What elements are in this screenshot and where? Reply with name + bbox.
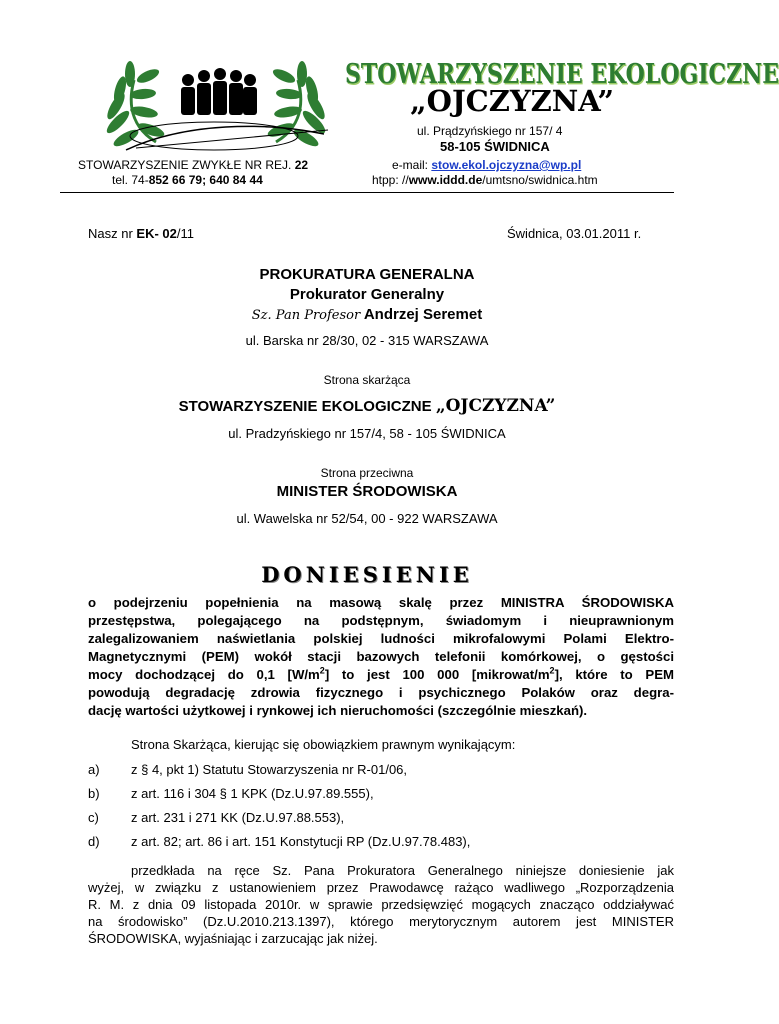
body-line: wyżej, w związku z ustanowieniem przez Prawodawcę rażąco wadliwego „Rozporządzenia bbox=[88, 880, 674, 895]
subject-paragraph bbox=[88, 594, 674, 720]
website-link[interactable]: htpp: //www.iddd.de/umtsno/swidnica.htm bbox=[372, 173, 598, 187]
reference-number: Nasz nr EK- 02/11 bbox=[88, 226, 194, 241]
document-date: Świdnica, 03.01.2011 r. bbox=[507, 226, 642, 241]
email-link[interactable]: stow.ekol.ojczyzna@wp.pl bbox=[431, 158, 582, 172]
header-address-city: 58-105 ŚWIDNICA bbox=[440, 139, 550, 154]
body-line: ŚRODOWISKA, wyjaśniając i zarzucając jak niżej. bbox=[88, 931, 378, 946]
defendant-address: ul. Wawelska nr 52/54, 00 - 922 WARSZAWA bbox=[236, 511, 498, 526]
plaintiff-role: Strona skarżąca bbox=[323, 373, 411, 387]
subject-line: o podejrzeniu popełnienia na masową skalę przez MINISTRA ŚRODOWISKA bbox=[88, 595, 674, 610]
legal-basis-item: d) z art. 82; art. 86 i art. 151 Konstytucji RP (Dz.U.97.78.483), bbox=[88, 834, 471, 849]
subject-line: powodują degradację zdrowia fizycznego i psychicznego Polaków oraz degra- bbox=[88, 685, 674, 700]
phone-numbers: tel. 74-852 66 79; 640 84 44 bbox=[112, 173, 263, 187]
header-divider bbox=[60, 192, 674, 193]
defendant-role: Strona przeciwna bbox=[320, 466, 414, 480]
legal-basis-item: b) z art. 116 i 304 § 1 KPK (Dz.U.97.89.555), bbox=[88, 786, 374, 801]
body-line: na środowisko” (Dz.U.2010.213.1397), którego merytorycznym autorem jest MINISTER bbox=[88, 914, 674, 929]
org-title: STOWARZYSZENIE EKOLOGICZNE bbox=[345, 58, 779, 91]
body-line: przedkłada na ręce Sz. Pana Prokuratora Generalnego niniejsze doniesienie jak bbox=[131, 863, 674, 878]
plaintiff-name: STOWARZYSZENIE EKOLOGICZNE „OJCZYZNA” bbox=[178, 396, 556, 416]
recipient-name: Sz. Pan Profesor Andrzej Seremet bbox=[251, 306, 483, 323]
intro-text: Strona Skarżąca, kierując się obowiązkiem prawnym wynikającym: bbox=[131, 737, 516, 752]
email-contact: e-mail: stow.ekol.ojczyzna@wp.pl bbox=[392, 158, 582, 172]
defendant-name: MINISTER ŚRODOWISKA bbox=[276, 483, 458, 500]
header-address-street: ul. Prądzyńskiego nr 157/ 4 bbox=[417, 124, 563, 138]
subject-line: mocy dochodzącej do 0,1 $[W/m^2]$ to jest 100 000 $[mikrowat/m^2]$, które to PEM bbox=[88, 665, 674, 682]
organization-logo bbox=[96, 50, 336, 162]
recipient-institution: PROKURATURA GENERALNA bbox=[259, 266, 475, 283]
body-paragraph bbox=[88, 862, 674, 947]
plaintiff-address: ul. Pradzyńskiego nr 157/4, 58 - 105 ŚWIDNICA bbox=[228, 426, 506, 441]
subject-line: zalegalizowaniem naświetlania polskiej ludności mikrofalowymi Polami Elektro- bbox=[88, 631, 674, 646]
document-title: DONIESIENIE bbox=[261, 562, 473, 587]
registry-number: STOWARZYSZENIE ZWYKŁE NR REJ. 22 bbox=[78, 158, 309, 172]
subject-line: Magnetycznymi (PEM) wokół stacji bazowych telefonii komórkowej, o gęstości bbox=[88, 649, 674, 664]
body-line: R. M. z dnia 09 listopada 2010r. w sprawie przedsięwzięć mogących znacząco oddziaływać bbox=[88, 897, 674, 912]
recipient-title: Prokurator Generalny bbox=[289, 286, 445, 303]
legal-basis-item: c) z art. 231 i 271 KK (Dz.U.97.88.553), bbox=[88, 810, 345, 825]
subject-line: dację wartości użytkowej i rynkowej ich nieruchomości (szczególnie mieszkań). bbox=[88, 703, 588, 718]
subject-line: przestępstwa, polegającego na podstępnym, świadomym i nieuprawnionym bbox=[88, 613, 674, 628]
recipient-address: ul. Barska nr 28/30, 02 - 315 WARSZAWA bbox=[245, 333, 489, 348]
legal-basis-item: a) z § 4, pkt 1) Statutu Stowarzyszenia nr R-01/06, bbox=[88, 762, 408, 777]
org-name: „OJCZYZNA” bbox=[410, 84, 615, 118]
